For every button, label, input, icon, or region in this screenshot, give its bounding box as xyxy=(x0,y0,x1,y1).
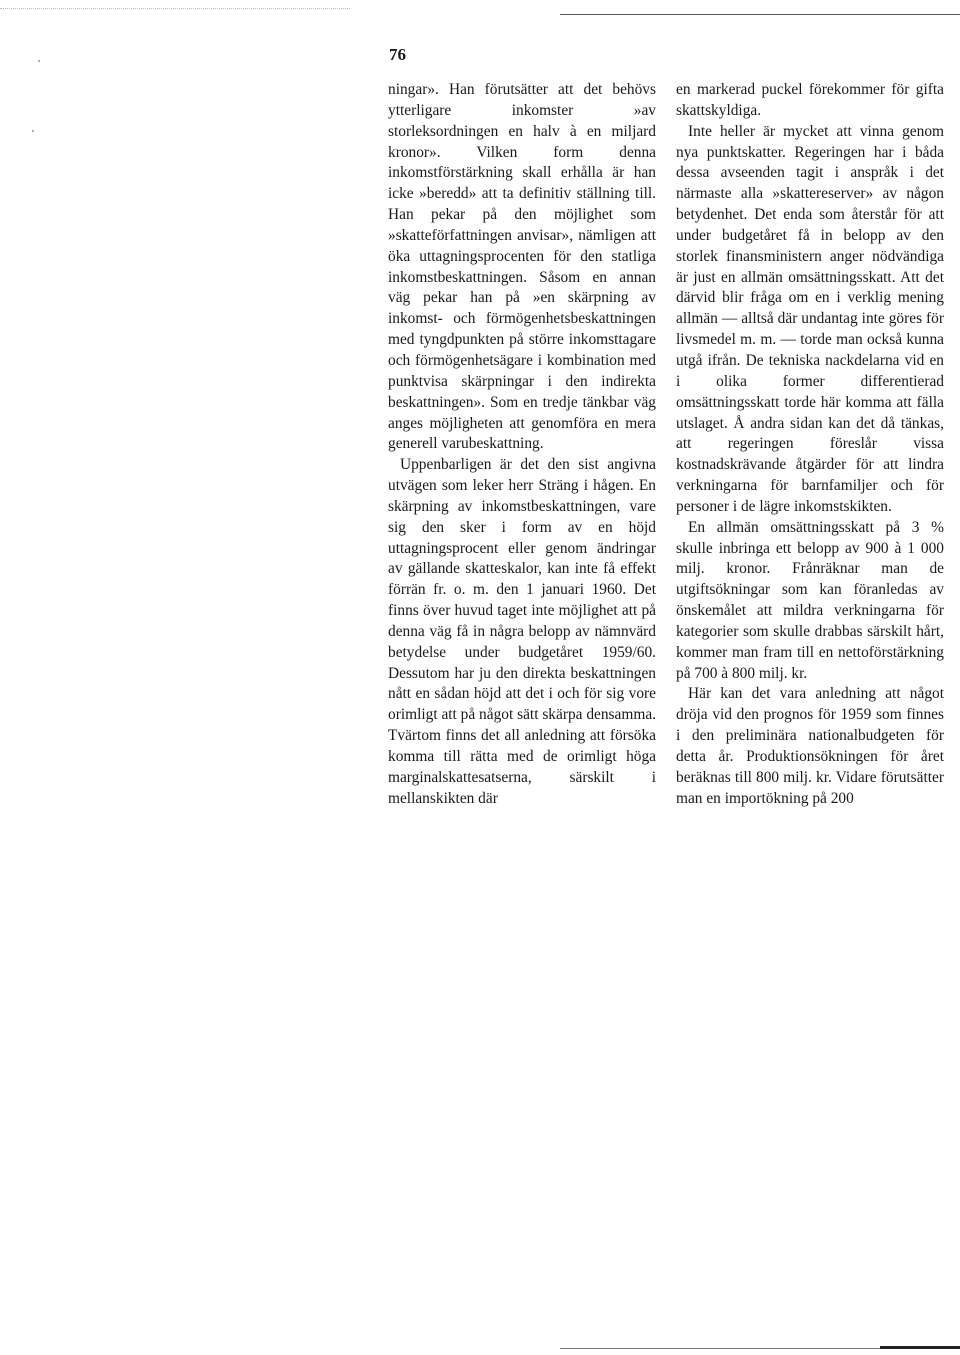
paragraph: Här kan det vara anledning att något dröja vid den prognos för 1959 som finnes i den preliminära nationalbudgeten för detta år. Produktionsökningen för året beräknas till 800 milj. kr. Vidare förutsätter man en importökning på 200 xyxy=(676,685,944,807)
scan-dust-mark xyxy=(38,60,40,62)
paragraph: ningar». Han förutsätter att det behövs ytterligare inkomster »av storleksordningen en halv à en miljard kronor». Vilken form denna inkomstförstärkning skall erhålla är han icke »beredd» att ta definitiv ställning till. Han pekar på den möjlighet som »skatteförfattningen anvisar», nämligen att öka uttagningsprocenten för den statliga inkomstbeskattningen. Såsom en annan väg pekar han på »en skärpning av inkomst- och förmögenhetsbeskattningen med tyngdpunkten på större inkomsttagare och förmögenhetsägare i kombination med punktvisa skärpningar i den indirekta beskattningen». Som en tredje tänkbar väg anges möjligheten att genomföra en mera generell varubeskattning. xyxy=(388,81,656,453)
scan-edge-line-top xyxy=(560,14,960,15)
paragraph: en markerad puckel förekommer för gifta skattskyldiga. xyxy=(676,81,944,119)
text-column-left xyxy=(388,80,656,810)
paragraph: En allmän omsättningsskatt på 3 % skulle inbringa ett belopp av 900 à 1 000 milj. kronor. Frånräknar man de utgiftsökningar som kan föranledas av önskemålet att mildra verkningarna för kategorier som skulle drabbas särskilt hårt, kommer man fram till en nettoförstärkning på 700 à 800 milj. kr. xyxy=(676,518,944,682)
paragraph: Inte heller är mycket att vinna genom nya punktskatter. Regeringen har i båda dessa avseenden tagit i anspråk i det närmaste alla »skattereserver» av någon betydenhet. Det enda som återstår för att under budgetåret få in belopp av den storlek finansministern anger nödvändiga är just en allmän omsättningsskatt. Att det därvid blir fråga om en i verklig mening allmän — alltså där undantag inte göres för livsmedel m. m. — torde man också kunna utgå ifrån. De tekniska nackdelarna vid en i olika former differentierad omsättningsskatt torde här komma att fälla utslaget. Å andra sidan kan det då tänkas, att regeringen föreslår vissa kostnadskrävande åtgärder för att lindra verkningarna för barnfamiljer och för personer i de lägre inkomstskikten. xyxy=(676,122,944,515)
text-column-right xyxy=(676,80,944,810)
scan-dust-mark xyxy=(32,130,34,132)
paragraph: Uppenbarligen är det den sist angivna utvägen som leker herr Sträng i hågen. En skärpning av inkomstbeskattningen, vare sig den sker i form av en höjd uttagningsprocent eller genom ändringar av gällande skatteskalor, kan inte få effekt förrän fr. o. m. den 1 januari 1960. Det finns över huvud taget inte möjlighet att på denna väg få in några belopp av nämnvärd betydelse under budgetåret 1959/60. Dessutom har ju den direkta beskattningen nått en sådan höjd att det i och för sig vore orimligt att på något sätt skärpa densamma. Tvärtom finns det all anledning att försöka komma till rätta med de orimligt höga marginalskattesatserna, särskilt i mellanskikten där xyxy=(388,456,656,807)
scan-edge-line-top-left xyxy=(0,8,350,9)
scan-edge-line-bottom-thick xyxy=(880,1346,960,1349)
page-number: 76 xyxy=(389,45,406,64)
